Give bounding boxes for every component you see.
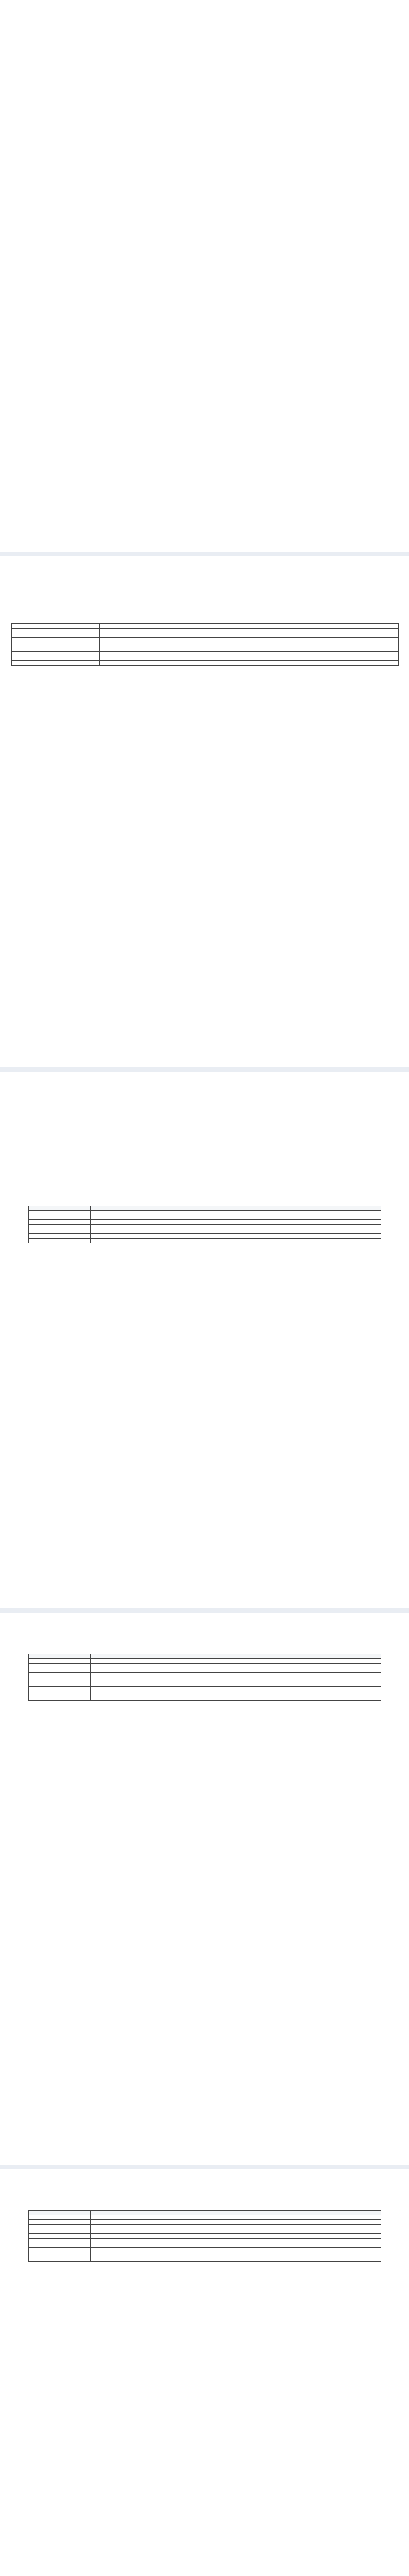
row-content bbox=[100, 652, 399, 656]
row-num bbox=[29, 2248, 44, 2252]
row-num bbox=[29, 1682, 44, 1687]
row-content bbox=[91, 1225, 381, 1229]
table-row bbox=[29, 1682, 381, 1687]
table-row bbox=[12, 656, 399, 661]
row-num bbox=[29, 1229, 44, 1234]
col-header bbox=[29, 1206, 44, 1211]
row-num bbox=[29, 2243, 44, 2248]
row-num bbox=[29, 1234, 44, 1239]
row-content bbox=[100, 629, 399, 633]
row-num bbox=[29, 1664, 44, 1668]
table-row bbox=[29, 2243, 381, 2248]
row-label bbox=[44, 2252, 91, 2257]
row-label bbox=[44, 1211, 91, 1215]
table-row bbox=[29, 1677, 381, 1682]
row-content bbox=[91, 2234, 381, 2239]
page-1-notes-box bbox=[31, 206, 378, 252]
table-row bbox=[12, 638, 399, 642]
table-row bbox=[29, 1239, 381, 1243]
row-content bbox=[91, 2243, 381, 2248]
row-label bbox=[12, 638, 100, 642]
row-label bbox=[12, 642, 100, 647]
row-content bbox=[91, 1211, 381, 1215]
table-row bbox=[12, 652, 399, 656]
row-content bbox=[91, 1696, 381, 1701]
row-content bbox=[100, 638, 399, 642]
page-4 bbox=[0, 1613, 409, 2169]
row-num bbox=[29, 1668, 44, 1673]
row-label bbox=[44, 1225, 91, 1229]
page-2 bbox=[0, 556, 409, 1072]
row-label bbox=[44, 2220, 91, 2225]
table-row bbox=[12, 642, 399, 647]
row-content bbox=[91, 1239, 381, 1243]
row-label bbox=[44, 1682, 91, 1687]
row-content bbox=[100, 661, 399, 666]
row-content bbox=[100, 642, 399, 647]
row-num bbox=[29, 2234, 44, 2239]
row-content bbox=[100, 624, 399, 629]
table-row bbox=[29, 1659, 381, 1664]
row-label bbox=[44, 1239, 91, 1243]
row-label bbox=[44, 1691, 91, 1696]
row-content bbox=[91, 1687, 381, 1691]
page-1-body bbox=[31, 52, 378, 58]
row-label bbox=[44, 2243, 91, 2248]
row-label bbox=[44, 1215, 91, 1220]
row-content bbox=[91, 2225, 381, 2229]
page-1-note-2 bbox=[31, 210, 378, 214]
page-5 bbox=[0, 2169, 409, 2576]
row-num bbox=[29, 1696, 44, 1701]
row-label bbox=[44, 1673, 91, 1677]
col-header bbox=[91, 2211, 381, 2215]
table-row bbox=[29, 2239, 381, 2243]
row-num bbox=[29, 1225, 44, 1229]
page-1-text-box bbox=[31, 52, 378, 206]
row-label bbox=[44, 1229, 91, 1234]
table-row bbox=[29, 1687, 381, 1691]
row-content bbox=[91, 2220, 381, 2225]
table-row bbox=[29, 2229, 381, 2234]
row-label bbox=[44, 2234, 91, 2239]
page-4-table bbox=[28, 1654, 381, 1701]
row-content bbox=[91, 2248, 381, 2252]
row-num bbox=[29, 1677, 44, 1682]
col-header bbox=[44, 1654, 91, 1659]
col-header bbox=[44, 1206, 91, 1211]
row-num bbox=[29, 1659, 44, 1664]
row-num bbox=[29, 1673, 44, 1677]
row-label bbox=[44, 1234, 91, 1239]
col-header bbox=[91, 1206, 381, 1211]
col-header bbox=[91, 1654, 381, 1659]
row-label bbox=[44, 1696, 91, 1701]
table-row bbox=[12, 633, 399, 638]
row-label bbox=[44, 2257, 91, 2262]
row-content bbox=[91, 1215, 381, 1220]
row-num bbox=[29, 2239, 44, 2243]
row-content bbox=[100, 656, 399, 661]
table-row bbox=[12, 661, 399, 666]
row-label bbox=[12, 624, 100, 629]
row-content bbox=[91, 2215, 381, 2220]
row-num bbox=[29, 2215, 44, 2220]
table-row bbox=[29, 1696, 381, 1701]
page-1-note-3 bbox=[31, 214, 378, 218]
table-row bbox=[29, 1229, 381, 1234]
row-label bbox=[44, 2215, 91, 2220]
row-num bbox=[29, 2229, 44, 2234]
table-row bbox=[29, 1215, 381, 1220]
row-label bbox=[12, 661, 100, 666]
table-row bbox=[29, 1234, 381, 1239]
table-header-row bbox=[29, 1654, 381, 1659]
row-content bbox=[91, 1673, 381, 1677]
row-num bbox=[29, 2252, 44, 2257]
table-row bbox=[12, 647, 399, 652]
row-num bbox=[29, 1239, 44, 1243]
page-3 bbox=[0, 1072, 409, 1613]
row-label bbox=[44, 1687, 91, 1691]
table-row bbox=[29, 1664, 381, 1668]
row-num bbox=[29, 1211, 44, 1215]
row-num bbox=[29, 2220, 44, 2225]
table-header-row bbox=[29, 2211, 381, 2215]
table-row bbox=[29, 2225, 381, 2229]
table-row bbox=[29, 1668, 381, 1673]
row-content bbox=[100, 633, 399, 638]
row-label bbox=[44, 1677, 91, 1682]
row-label bbox=[12, 633, 100, 638]
row-content bbox=[91, 1229, 381, 1234]
col-header bbox=[44, 2211, 91, 2215]
row-content bbox=[91, 1220, 381, 1225]
row-content bbox=[91, 1691, 381, 1696]
table-row bbox=[29, 1211, 381, 1215]
row-label bbox=[12, 652, 100, 656]
page-2-table bbox=[11, 623, 399, 666]
table-row bbox=[12, 629, 399, 633]
table-row bbox=[29, 2248, 381, 2252]
row-content bbox=[91, 1234, 381, 1239]
table-row bbox=[29, 2257, 381, 2262]
row-num bbox=[29, 2225, 44, 2229]
row-label bbox=[44, 2229, 91, 2234]
col-header bbox=[29, 1654, 44, 1659]
page-1 bbox=[0, 0, 409, 556]
row-label bbox=[12, 656, 100, 661]
row-label bbox=[12, 647, 100, 652]
table-row bbox=[29, 2215, 381, 2220]
table-row bbox=[29, 2252, 381, 2257]
table-row bbox=[29, 1673, 381, 1677]
row-content bbox=[91, 1664, 381, 1668]
row-content bbox=[91, 2252, 381, 2257]
row-label bbox=[44, 1659, 91, 1664]
row-content bbox=[91, 1682, 381, 1687]
row-label bbox=[44, 1220, 91, 1225]
page-5-table bbox=[28, 2210, 381, 2262]
page-3-table bbox=[28, 1206, 381, 1243]
table-row bbox=[29, 1220, 381, 1225]
row-content bbox=[100, 647, 399, 652]
row-num bbox=[29, 1220, 44, 1225]
row-content bbox=[91, 1659, 381, 1664]
row-content bbox=[91, 2239, 381, 2243]
table-row bbox=[29, 1225, 381, 1229]
table-row bbox=[29, 2234, 381, 2239]
row-num bbox=[29, 1687, 44, 1691]
row-num bbox=[29, 1691, 44, 1696]
row-content bbox=[91, 2229, 381, 2234]
table-header-row bbox=[29, 1206, 381, 1211]
row-label bbox=[44, 2248, 91, 2252]
row-content bbox=[91, 1668, 381, 1673]
table-row bbox=[29, 2220, 381, 2225]
page-1-note-1 bbox=[31, 206, 378, 210]
row-content bbox=[91, 2257, 381, 2262]
table-row bbox=[29, 1691, 381, 1696]
row-label bbox=[44, 2239, 91, 2243]
row-num bbox=[29, 1215, 44, 1220]
row-label bbox=[44, 1668, 91, 1673]
table-row bbox=[12, 624, 399, 629]
row-label bbox=[44, 2225, 91, 2229]
col-header bbox=[29, 2211, 44, 2215]
row-label bbox=[12, 629, 100, 633]
row-content bbox=[91, 1677, 381, 1682]
row-label bbox=[44, 1664, 91, 1668]
row-num bbox=[29, 2257, 44, 2262]
